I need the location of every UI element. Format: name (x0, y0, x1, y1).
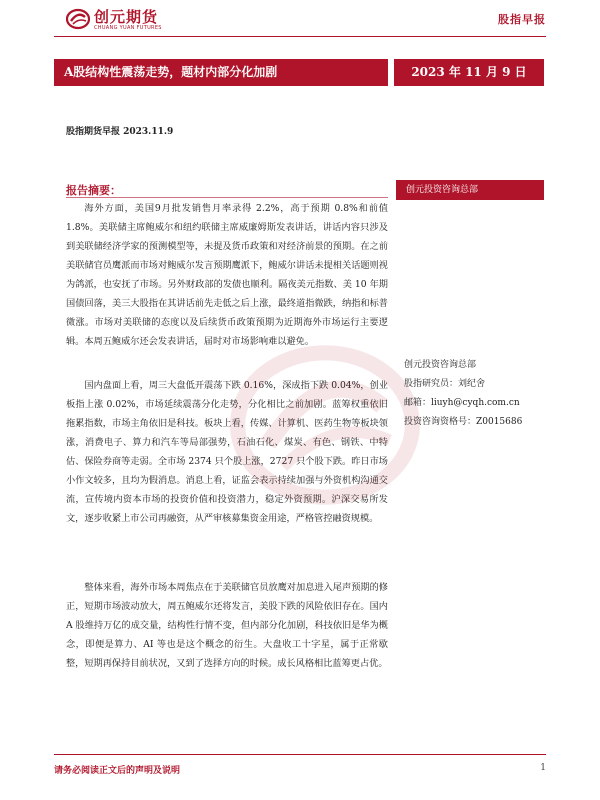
logo-text-cn: 创元期货 (94, 8, 159, 26)
logo-mark-icon (66, 8, 90, 30)
header-divider (54, 36, 546, 37)
document-type-label: 股指早报 (498, 13, 546, 26)
summary-paragraph-overseas (66, 199, 388, 351)
title-banner (54, 59, 544, 86)
report-name: 股指期货早报 2023.11.9 (66, 127, 174, 137)
footer-divider (54, 754, 546, 755)
page-number: 1 (540, 763, 546, 773)
paragraph-text: 海外方面，美国9月批发销售月率录得 2.2%，高于预期 0.8%和前值 1.8%。美联储主席鲍威尔和纽约联储主席威廉姆斯发表讲话，讲话内容只涉及到美联储经济学家的预测模型等，未提及货币政策和对经济前景的预期。在之前美联储官员鹰派而市场对鲍威尔发言预期鹰派下，鲍威尔讲话未提相关话题则视为鸽派，也安抚了市场。另外财政部的发债也顺利。隔夜美元指数、美 10 年期国债回落，美三大股指在其讲话前先走低之后上涨，最终道指微跌，纳指和标普微涨。市场对美联储的态度以及后续货币政策预期为近期海外市场运行主要逻辑。本周五鲍威尔还会发表讲话，届时对市场影响难以避免。 (66, 203, 388, 347)
summary-heading: 报告摘要： (66, 184, 121, 197)
contact-department: 创元投资咨询总部 (404, 360, 477, 370)
department-bar: 创元投资咨询总部 (396, 180, 544, 200)
disclaimer-note: 请务必阅读正文后的声明及说明 (54, 766, 181, 776)
contact-email: 邮箱：liuyh@cyqh.com.cn (404, 398, 520, 408)
summary-paragraph-overall (66, 578, 388, 673)
paragraph-text: 国内盘面上看，周三大盘低开震荡下跌 0.16%，深成指下跌 0.04%，创业板指上涨 0.02%，市场延续震荡分化走势，分化相比之前加剧。蓝筹权重依旧拖累指数，市场主角依旧是科技。板块上看，传媒、计算机、医药生物等板块领涨，消费电子、算力和汽车等局部强势，石油石化、煤炭、有色、钢铁、中特估、保险券商等走弱。全市场 2374 只个股上涨，2727 只个股下跌。昨日市场小作文较多，且均为假消息。消息上看，证监会表示持续加强与外资机构沟通交流，宣传境内资本市场的投资价值和投资潜力，稳定外资预期。沪深交易所发文，逐步收紧上市公司再融资，从严审核募集资金用途，严格管控融资规模。 (66, 380, 388, 524)
contact-researcher: 股指研究员：刘纪舍 (404, 379, 486, 389)
company-logo (66, 6, 186, 34)
logo-watermark-icon (230, 330, 420, 520)
paragraph-text: 整体来看，海外市场本周焦点在于美联储官员放鹰对加息进入尾声预期的修正，短期市场波动放大，周五鲍威尔还将发言，美股下跌的风险依旧存在。国内 A 股维持万亿的成交量，结构性行情不变，但内部分化加剧，科技依旧是华为概念，即便是算力、AI 等也是这个概念的衍生。大盘收工十字星，属于正常歇整，短期再保持目前状况，又到了选择方向的时候。成长风格相比蓝筹更占优。 (66, 582, 388, 669)
summary-divider (66, 197, 388, 198)
report-date: 2023 年 11 月 9 日 (394, 59, 544, 86)
report-title: A股结构性震荡走势，题材内部分化加剧 (54, 59, 388, 86)
analyst-contact-block (404, 356, 544, 432)
logo-text-en: CHUANG YUAN FUTURES (94, 25, 162, 31)
contact-license: 投资咨询资格号：Z0015686 (404, 417, 523, 427)
